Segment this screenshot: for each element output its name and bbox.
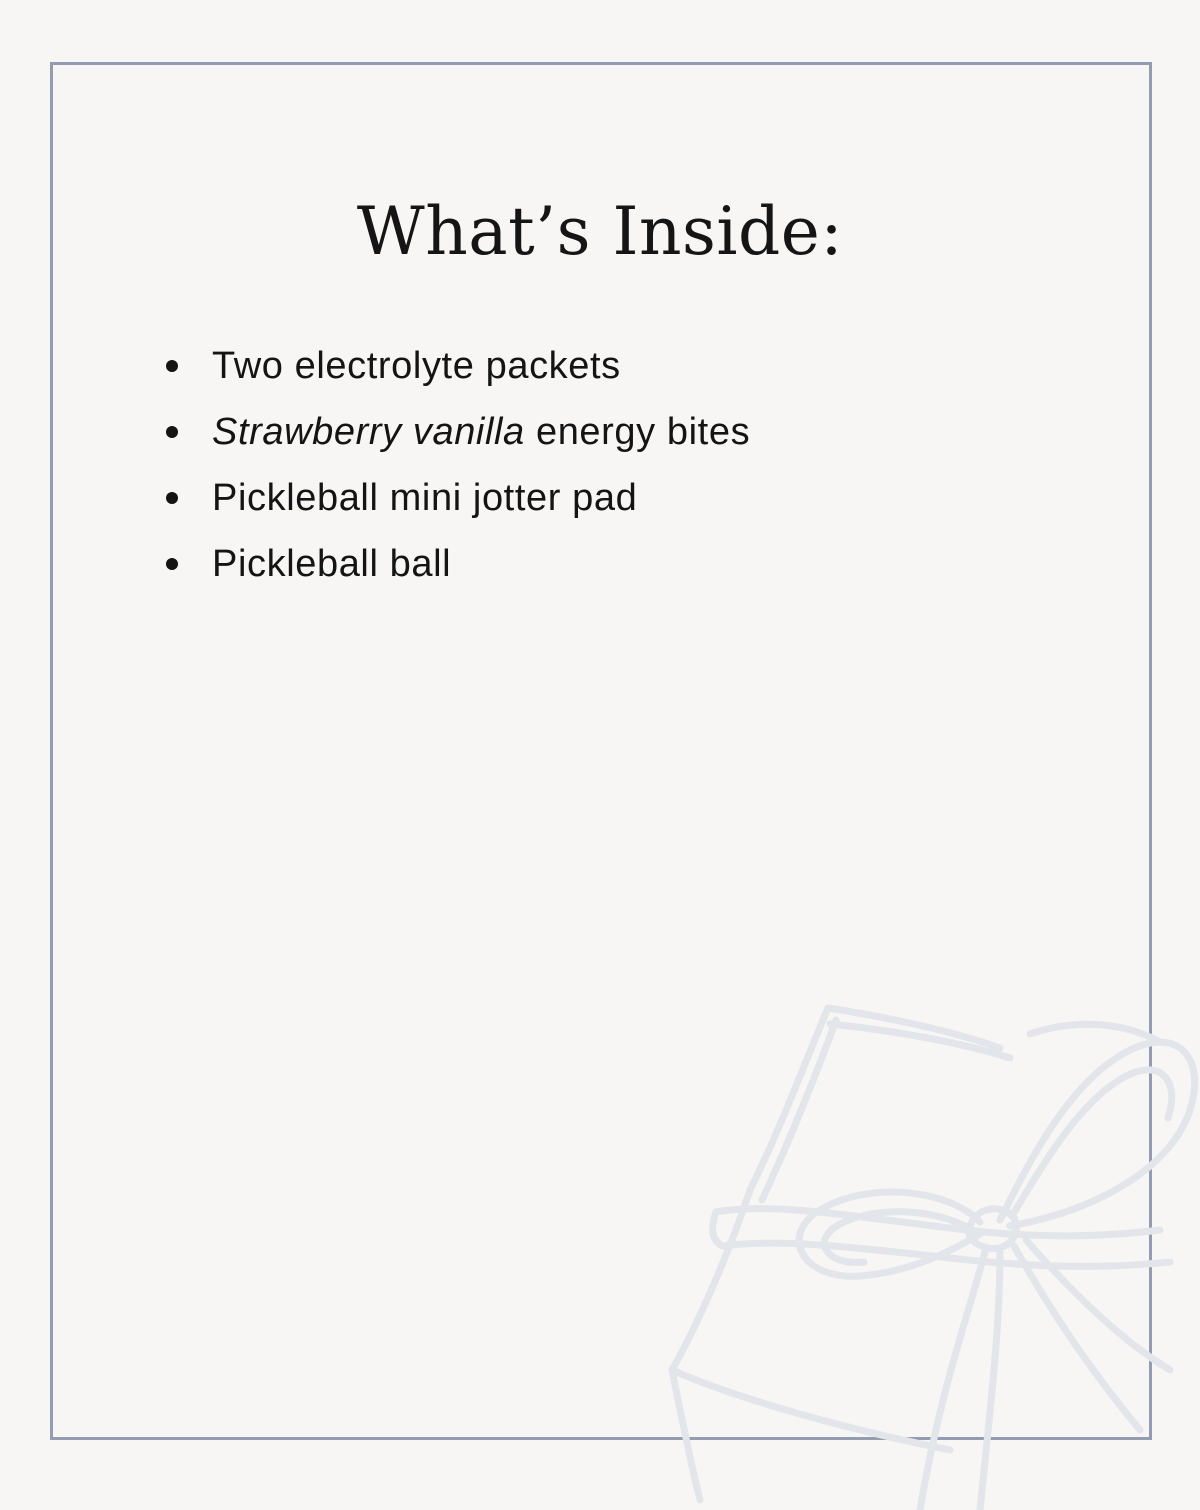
bullet-icon xyxy=(166,492,178,504)
contents-list xyxy=(160,338,750,602)
list-item xyxy=(160,470,750,536)
list-item-text: energy bites xyxy=(524,411,751,453)
list-item-emphasis: Strawberry vanilla xyxy=(212,411,525,453)
list-item xyxy=(160,338,750,404)
list-item-text: Two electrolyte packets xyxy=(212,345,621,387)
list-item xyxy=(160,404,750,470)
gift-box-with-bow-icon xyxy=(650,990,1200,1510)
list-item xyxy=(160,536,750,602)
bullet-icon xyxy=(166,426,178,438)
bullet-icon xyxy=(166,558,178,570)
list-item-text: Pickleball ball xyxy=(212,543,452,585)
bullet-icon xyxy=(166,360,178,372)
page-title: What’s Inside: xyxy=(356,193,844,270)
list-item-text: Pickleball mini jotter pad xyxy=(212,477,638,519)
